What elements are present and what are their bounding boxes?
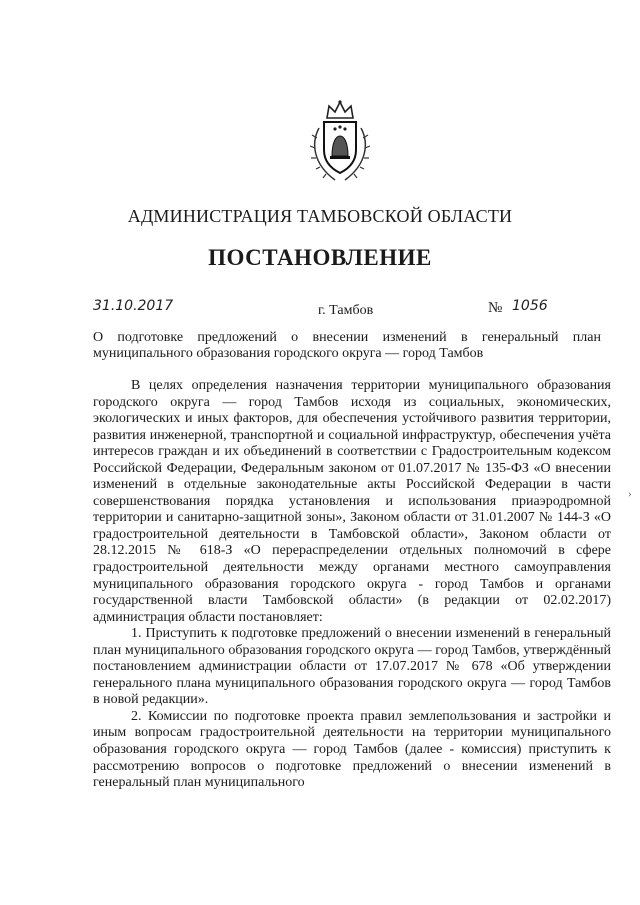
document-body	[93, 378, 611, 792]
document-type-title: ПОСТАНОВЛЕНИЕ	[208, 245, 432, 270]
body-paragraph-item-2: 2. Комиссии по подготовке проекта правил землепользования и застройки и иным вопросам градостроительной деятельности на территории муниципального образования городского округа — город Тамбов (далее - комиссия) приступить к рассмотрению вопросов о подготовке предложений о внесении изменений в генеральный план муниципального	[93, 708, 611, 791]
document-number: 1056	[512, 298, 548, 314]
body-paragraph-preamble: В целях определения назначения территории муниципального образования городского округа — город Тамбов исходя из социальных, экономических, экологических и иных факторов, для обеспечения устойчивого развития территории, развития инженерной, транспортной и социальной инфраструктур, обеспечения учёта интересов граждан и их объединений в соответствии с Градостроительным кодексом Российской Федерации, Федеральным законом от 01.07.2017 № 135-ФЗ «О внесении изменений в отдельные законодательные акты Российской Федерации в части совершенствования порядка установления и использования приаэродромной территории и санитарно-защитной зоны», Законом области от 31.01.2007 № 144-З «О градостроительной деятельности в Тамбовской области», Законом области от 28.12.2015 № 618-З «О перераспределении отдельных полномочий в сфере градостроительной деятельности между органами местного самоуправления муниципального образования городского округа - город Тамбов и органами государственной власти Тамбовской области» (в редакции от 02.02.2017) администрация области постановляет:	[93, 378, 611, 625]
body-paragraph-item-1: 1. Приступить к подготовке предложений о внесении изменений в генеральный план муниципального образования городского округа — город Тамбов, утверждённый постановлением администрации области от 17.07.2017 № 678 «Об утверждении генерального плана муниципального образования городского округа — город Тамбов в новой редакции».	[93, 626, 611, 708]
document-city: г. Тамбов	[318, 303, 374, 318]
coat-of-arms-icon	[305, 98, 375, 184]
document-date: 31.10.2017	[93, 298, 174, 314]
document-subject: О подготовке предложений о внесении изменений в генеральный план муниципального образования городского округа — город Тамбов	[93, 330, 601, 361]
organization-heading: АДМИНИСТРАЦИЯ ТАМБОВСКОЙ ОБЛАСТИ	[127, 206, 513, 226]
margin-mark: ›	[628, 488, 632, 500]
number-label: №	[488, 300, 503, 316]
